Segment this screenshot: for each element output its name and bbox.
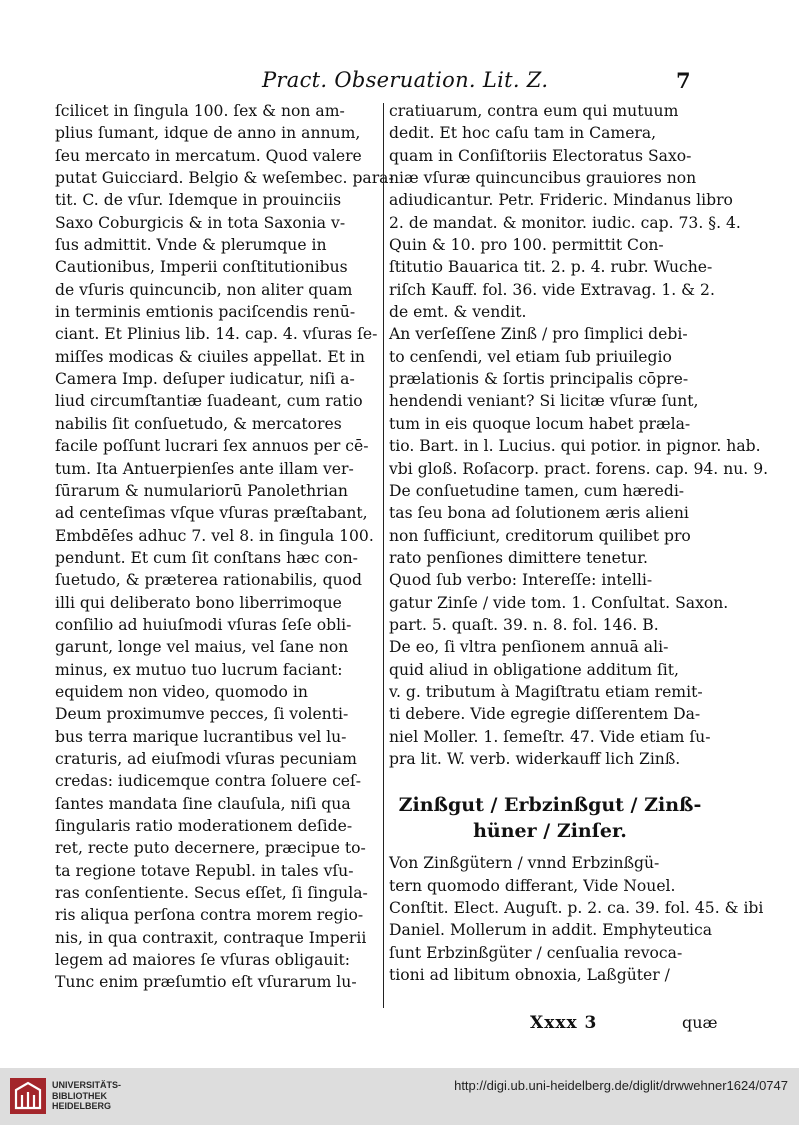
text-line: quam in Conſiſtoriis Electoratus Saxo-	[389, 146, 692, 165]
text-line: tern quomodo differant, Vide Nouel.	[389, 876, 676, 895]
text-line: Cautionibus, Imperii conſtitutionibus	[55, 258, 348, 277]
paragraph-2	[389, 234, 715, 323]
text-line: rato penſiones dimittere tenetur.	[389, 548, 648, 567]
text-line: de emt. & vendit.	[389, 303, 527, 322]
paragraph-1	[389, 100, 741, 234]
text-line: ti debere. Vide egregie diſſerentem Da-	[389, 705, 701, 724]
text-line: An verſeſſene Zinß / pro ſimplici debi-	[389, 325, 688, 344]
paragraph-4	[389, 569, 729, 636]
text-line: ras conſentiente. Secus eſſet, ſi ſingula-	[55, 884, 368, 903]
heading-line: Zinßgut / Erbzinßgut / Zinß-	[398, 794, 702, 817]
text-line: part. 5. quaſt. 39. n. 8. fol. 146. B.	[389, 615, 659, 634]
text-line: Camera Imp. deſuper iudicatur, niſi a-	[55, 370, 355, 389]
text-line: Saxo Coburgicis & in tota Saxonia v-	[55, 213, 346, 232]
university-library-logo-icon	[10, 1078, 46, 1114]
catchword: quæ	[682, 1013, 718, 1032]
text-line: gatur Zinſe / vide tom. 1. Conſultat. Saxon.	[389, 593, 729, 612]
heading-gap	[389, 844, 711, 852]
text-line: ſcilicet in ſingula 100. ſex & non am-	[55, 102, 345, 120]
text-line: ſantes mandata ſine clauſula, niſi qua	[55, 794, 351, 813]
text-line: pra lit. W. verb. widerkauff lich Zinß.	[389, 749, 681, 768]
text-line: minus, ex mutuo tuo lucrum faciant:	[55, 660, 343, 679]
permalink-link[interactable]: http://digi.ub.uni-heidelberg.de/diglit/drwwehner1624/0747	[454, 1078, 788, 1093]
text-line: nabilis ſit conſuetudo, & mercatores	[55, 414, 342, 433]
text-line: prælationis & ſortis principalis cōpre-	[389, 370, 689, 389]
text-line: craturis, ad eiuſmodi vſuras pecuniam	[55, 749, 357, 768]
signature-line	[530, 1013, 720, 1037]
heading-line: hüner / Zinſer.	[473, 820, 627, 843]
text-line: ſūrarum & numulariorū Panolethrian	[55, 481, 348, 500]
text-line: ris aliqua perſona contra morem regio-	[55, 906, 364, 925]
text-line: quid aliud in obligatione additum ſit,	[389, 660, 679, 679]
text-line: dedit. Et hoc caſu tam in Camera,	[389, 124, 657, 143]
text-line: Deum proximumve pecces, ſi volenti-	[55, 705, 349, 724]
text-line: putat Guicciard. Belgio & weſembec. para-	[55, 169, 394, 188]
text-line: tioni ad libitum obnoxia, Laßgüter /	[389, 966, 670, 985]
paragraph-5	[389, 636, 711, 770]
text-line: tum in eis quoque locum habet præla-	[389, 414, 691, 433]
text-line: nis, in qua contraxit, contraque Imperii	[55, 928, 367, 947]
text-line: De eo, ſi vltra penſionem annuā ali-	[389, 638, 669, 657]
text-line: credas: iudicemque contra ſoluere ceſ-	[55, 772, 362, 791]
text-line: tum. Ita Antuerpienſes ante illam ver-	[55, 459, 354, 478]
text-line: tas ſeu bona ad ſolutionem æris alieni	[389, 504, 689, 523]
text-line: Embdēſes adhuc 7. vel 8. in ſingula 100.	[55, 526, 374, 545]
left-column	[55, 100, 394, 994]
paragraph-6	[389, 852, 764, 986]
text-line: to cenſendi, vel etiam ſub priuilegio	[389, 347, 672, 366]
text-line: De conſuetudine tamen, cum hæredi-	[389, 481, 685, 500]
text-line: ſtitutio Bauarica tit. 2. p. 4. rubr. Wuche-	[389, 258, 713, 277]
text-line: riſch Kauff. fol. 36. vide Extravag. 1. & 2.	[389, 280, 715, 299]
text-line: Quin & 10. pro 100. permittit Con-	[389, 236, 664, 255]
library-name-line: UNIVERSITÄTS-	[52, 1080, 122, 1090]
text-line: facile poſſunt lucrari ſex annuos per cē-	[55, 437, 369, 456]
text-line: ſeu mercato in mercatum. Quod valere	[55, 146, 362, 165]
text-line: ciant. Et Plinius lib. 14. cap. 4. vſuras ſe-	[55, 325, 378, 344]
right-column	[389, 100, 769, 986]
section-gap	[389, 770, 711, 792]
text-line: liud circumſtantiæ ſuadeant, cum ratio	[55, 392, 363, 411]
text-line: ſuetudo, & prætereа rationabilis, quod	[55, 571, 362, 590]
text-line: Tunc enim præſumtio eſt vſurarum lu-	[55, 973, 357, 992]
text-line: 2. de mandat. & monitor. iudic. cap. 73. §. 4.	[389, 213, 741, 232]
text-line: niæ vſuræ quincuncibus grauiores non	[389, 169, 697, 188]
text-line: illi qui deliberato bono liberrimoque	[55, 593, 342, 612]
text-line: garunt, longe vel maius, vel ſane non	[55, 638, 349, 657]
signature-mark: Xxxx 3	[530, 1013, 598, 1033]
text-line: plius ſumant, idque de anno in annum,	[55, 124, 361, 143]
text-line: tio. Bart. in l. Lucius. qui potior. in pignor. hab.	[389, 437, 761, 456]
text-line: Von Zinßgütern / vnnd Erbzinßgü-	[389, 854, 660, 873]
text-line: in terminis emtionis paciſcendis renū-	[55, 303, 356, 322]
text-line: non ſufficiunt, creditorum quilibet pro	[389, 526, 691, 545]
library-name	[52, 1080, 121, 1112]
column-divider	[383, 103, 384, 1008]
text-line: Conſtit. Elect. Auguſt. p. 2. ca. 39. fol. 45. & ibi	[389, 899, 764, 917]
text-line: conſilio ad huiuſmodi vſuras ſeſe obli-	[55, 615, 352, 634]
text-line: bus terra marique lucrantibus vel lu-	[55, 727, 347, 746]
text-line: pendunt. Et cum ſit conſtans hæc con-	[55, 548, 358, 567]
section-heading	[389, 792, 711, 844]
text-line: ta regione totave Republ. in tales vſu-	[55, 861, 354, 880]
page-number: 7	[676, 68, 691, 93]
text-line: ad centeſimas vſque vſuras præſtabant,	[55, 504, 368, 523]
paragraph-3	[389, 323, 769, 569]
permalink[interactable]	[454, 1078, 788, 1093]
running-head	[0, 68, 799, 98]
text-line: miſſes modicas & ciuiles appellat. Et in	[55, 347, 365, 366]
library-name-line: BIBLIOTHEK	[52, 1090, 107, 1101]
text-line: Daniel. Mollerum in addit. Emphyteutica	[389, 921, 712, 940]
text-line: ſingularis ratio moderationem deſide-	[55, 817, 353, 835]
text-line: equidem non video, quomodo in	[55, 682, 308, 701]
text-line: v. g. tributum à Magiſtratu etiam remit-	[389, 682, 703, 701]
text-line: ſunt Erbzinßgüter / cenſualia revoca-	[389, 943, 683, 962]
text-line: legem ad maiores ſe vſuras obligauit:	[55, 951, 350, 970]
text-line: ſus admittit. Vnde & plerumque in	[55, 236, 327, 255]
text-line: Quod ſub verbo: Intereſſe: intelli-	[389, 571, 653, 590]
library-footer	[0, 1068, 799, 1125]
library-name-line: HEIDELBERG	[52, 1101, 112, 1111]
text-line: cratiuarum, contra eum qui mutuum	[389, 102, 679, 120]
text-line: niel Moller. 1. ſemeſtr. 47. Vide etiam ſu-	[389, 727, 711, 746]
text-line: vbi gloß. Roſacorp. pract. forens. cap. 94. nu. 9.	[389, 459, 769, 478]
text-line: tit. C. de vſur. Idemque in prouinciis	[55, 191, 342, 210]
text-line: ret, recte puto decernere, præcipue to-	[55, 839, 366, 858]
running-title: Pract. Obseruation. Lit. Z.	[262, 68, 549, 92]
text-line: adiudicantur. Petr. Frideric. Mindanus libro	[389, 191, 733, 210]
text-line: de vſuris quincuncib, non aliter quam	[55, 280, 353, 299]
text-line: hendendi veniant? Si licitæ vſuræ ſunt,	[389, 392, 699, 411]
